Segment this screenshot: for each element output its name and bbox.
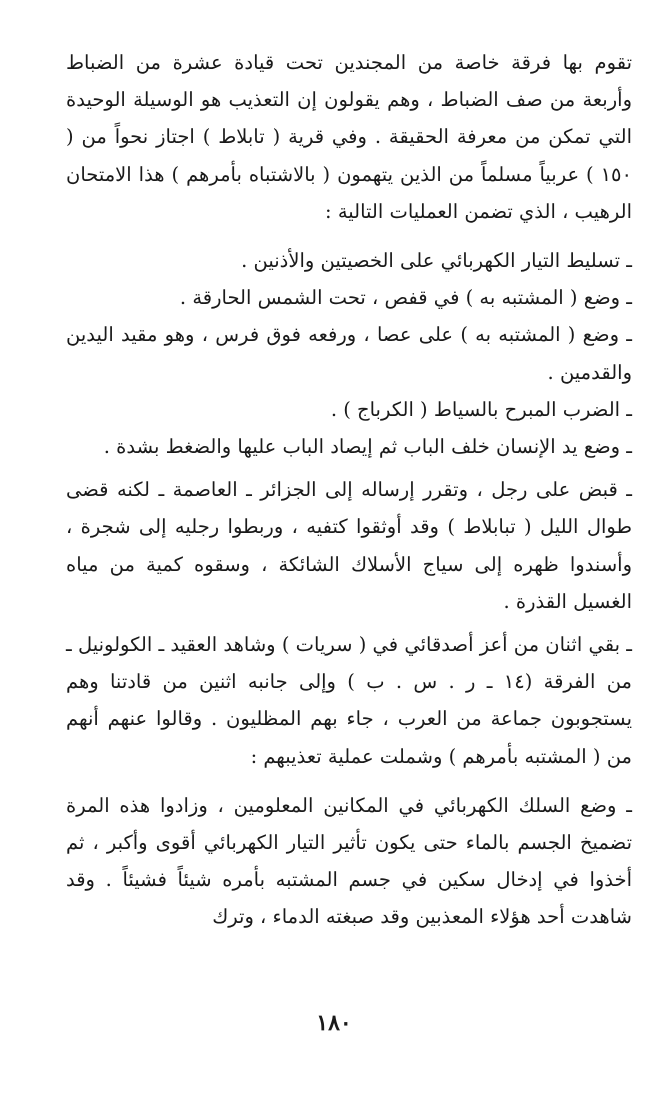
electric-wire-paragraph: ـ وضع السلك الكهربائي في المكانين المعلومين ، وزادوا هذه المرة تضميخ الجسم بالماء حتى يكون تأثير التيار الكهربائي أقوى وأكبر ، ثم أخذوا في إدخال سكين في جسم المشتبه بأمره شيئاً فشيئاً . وقد شاهدت أحد هؤلاء المعذبين وقد صبغته الدماء ، وترك	[66, 793, 632, 929]
list-item: ـ تسليط التيار الكهربائي على الخصيتين والأذنين .	[241, 249, 632, 273]
arrest-paragraph: ـ قبض على رجل ، وتقرر إرساله إلى الجزائر ـ العاصمة ـ لكنه قضى طوال الليل ( تبابلاط ) وقد أوثقوا كتفيه ، وربطوا رجليه إلى شجرة ، وأسندوا ظهره إلى سياج الأسلاك الشائكة ، وسقوه كمية من مياه الغسيل القذرة .	[66, 478, 632, 613]
intro-paragraph: تقوم بها فرقة خاصة من المجندين تحت قيادة عشرة من الضباط وأربعة من صف الضباط ، وهم يقولون إن التعذيب هو الوسيلة الوحيدة التي تمكن من معرفة الحقيقة . وفي قرية ( تابلاط ) اجتاز نحواً من ( ١٥٠ ) عربياً مسلماً من الذين يتهمون ( بالاشتباه بأمرهم ) هذا الامتحان الرهيب ، الذي تضمن العمليات التالية :	[66, 51, 632, 223]
list-item: ـ وضع يد الإنسان خلف الباب ثم إيصاد الباب عليها والضغط بشدة .	[103, 435, 632, 459]
list-item: ـ الضرب المبرح بالسياط ( الكرباج ) .	[330, 397, 632, 421]
page-body	[66, 44, 632, 1004]
torture-methods-list	[66, 242, 632, 465]
friends-paragraph: ـ بقي اثنان من أعز أصدقائي في ( سريات ) وشاهد العقيد ـ الكولونيل ـ من الفرقة (١٤ ـ ر . س . ب ) وإلى جانبه اثنين من قادتنا وهم يستجوبون جماعة من العرب ، جاء بهم المظليون . وقالوا عنهم أنهم من ( المشتبه بأمرهم ) وشملت عملية تعذيبهم :	[66, 633, 632, 768]
list-item: ـ وضع ( المشتبه به ) في قفص ، تحت الشمس الحارقة .	[179, 286, 632, 310]
list-item: ـ وضع ( المشتبه به ) على عصا ، ورفعه فوق فرس ، وهو مقيد اليدين والقدمين .	[66, 323, 632, 384]
page-number: ١٨٠	[316, 1010, 352, 1036]
